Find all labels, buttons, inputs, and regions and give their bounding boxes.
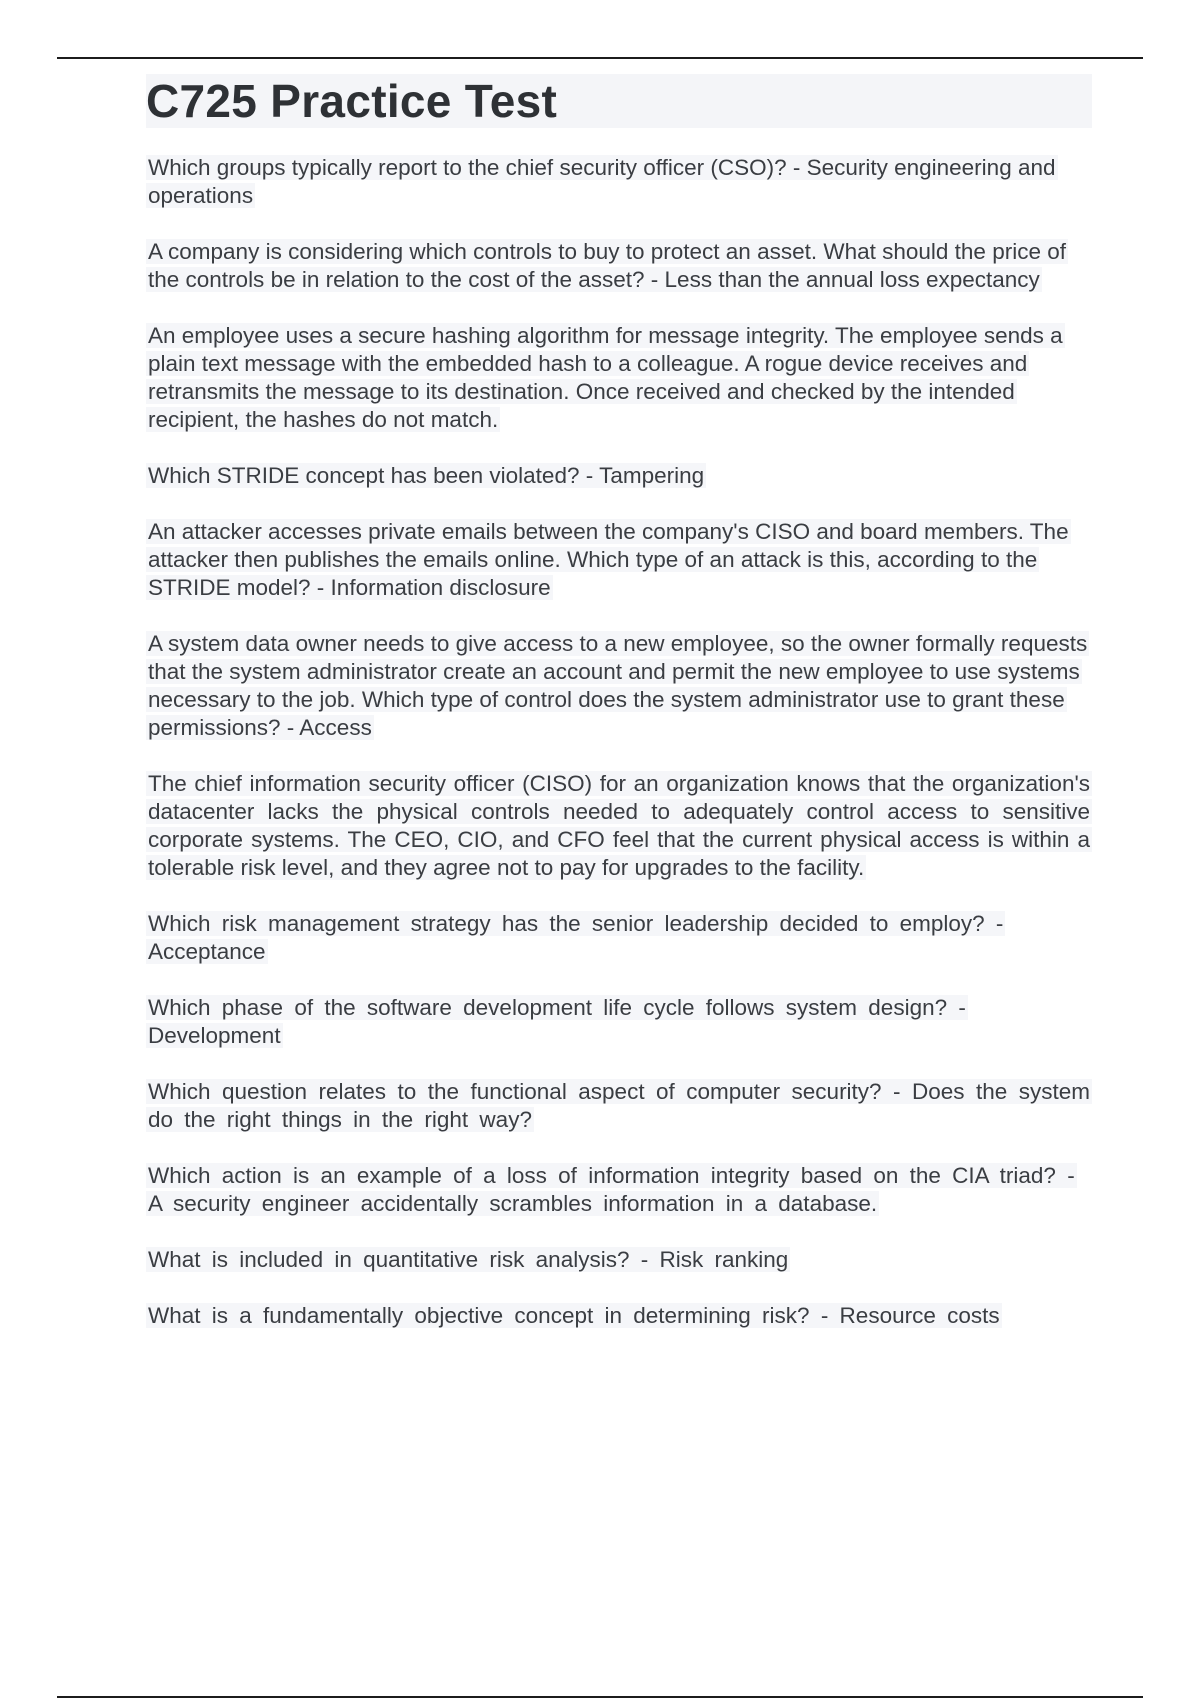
qa-item-1: Which groups typically report to the chief security officer (CSO)? - Security engineering and operations [148,155,1056,208]
qa-item-8: Which risk management strategy has the senior leadership decided to employ? - Acceptance [148,911,1004,964]
qa-item-12: What is included in quantitative risk analysis? - Risk ranking [148,1247,789,1272]
title-band [146,74,1092,128]
qa-item-4: Which STRIDE concept has been violated? - Tampering [148,463,705,488]
page-title: C725 Practice Test [146,75,558,127]
qa-item-7: The chief information security officer (CISO) for an organization knows that the organization's datacenter lacks the physical controls needed to adequately control access to sensitive corporate systems. The CEO, CIO, and CFO feel that the current physical access is within a tolerable risk level, and they agree not to pay for upgrades to the facility. [148,771,1090,880]
qa-item-11: Which action is an example of a loss of information integrity based on the CIA triad? - A security engineer accidentally scrambles information in a database. [148,1163,1075,1216]
bottom-divider [57,1696,1143,1698]
document-body [146,74,1092,1358]
qa-item-2: A company is considering which controls to buy to protect an asset. What should the price of the controls be in relation to the cost of the asset? - Less than the annual loss expectancy [148,239,1066,292]
qa-item-6: A system data owner needs to give access to a new employee, so the owner formally requests that the system administrator create an account and permit the new employee to use systems necessary to the job. Which type of control does the system administrator use to grant these permissions? - Access [148,631,1088,740]
top-divider [57,57,1143,59]
qa-item-3: An employee uses a secure hashing algorithm for message integrity. The employee sends a plain text message with the embedded hash to a colleague. A rogue device receives and retransmits the message to its destination. Once received and checked by the intended recipient, the hashes do not match. [148,323,1063,432]
qa-item-5: An attacker accesses private emails between the company's CISO and board members. The attacker then publishes the emails online. Which type of an attack is this, according to the STRIDE model? - Information disclosure [148,519,1069,600]
qa-item-10: Which question relates to the functional aspect of computer security? - Does the system do the right things in the right way? [148,1079,1090,1132]
qa-item-9: Which phase of the software development life cycle follows system design? - Development [148,995,966,1048]
qa-item-13: What is a fundamentally objective concept in determining risk? - Resource costs [148,1303,1000,1328]
qa-list [146,154,1092,1330]
